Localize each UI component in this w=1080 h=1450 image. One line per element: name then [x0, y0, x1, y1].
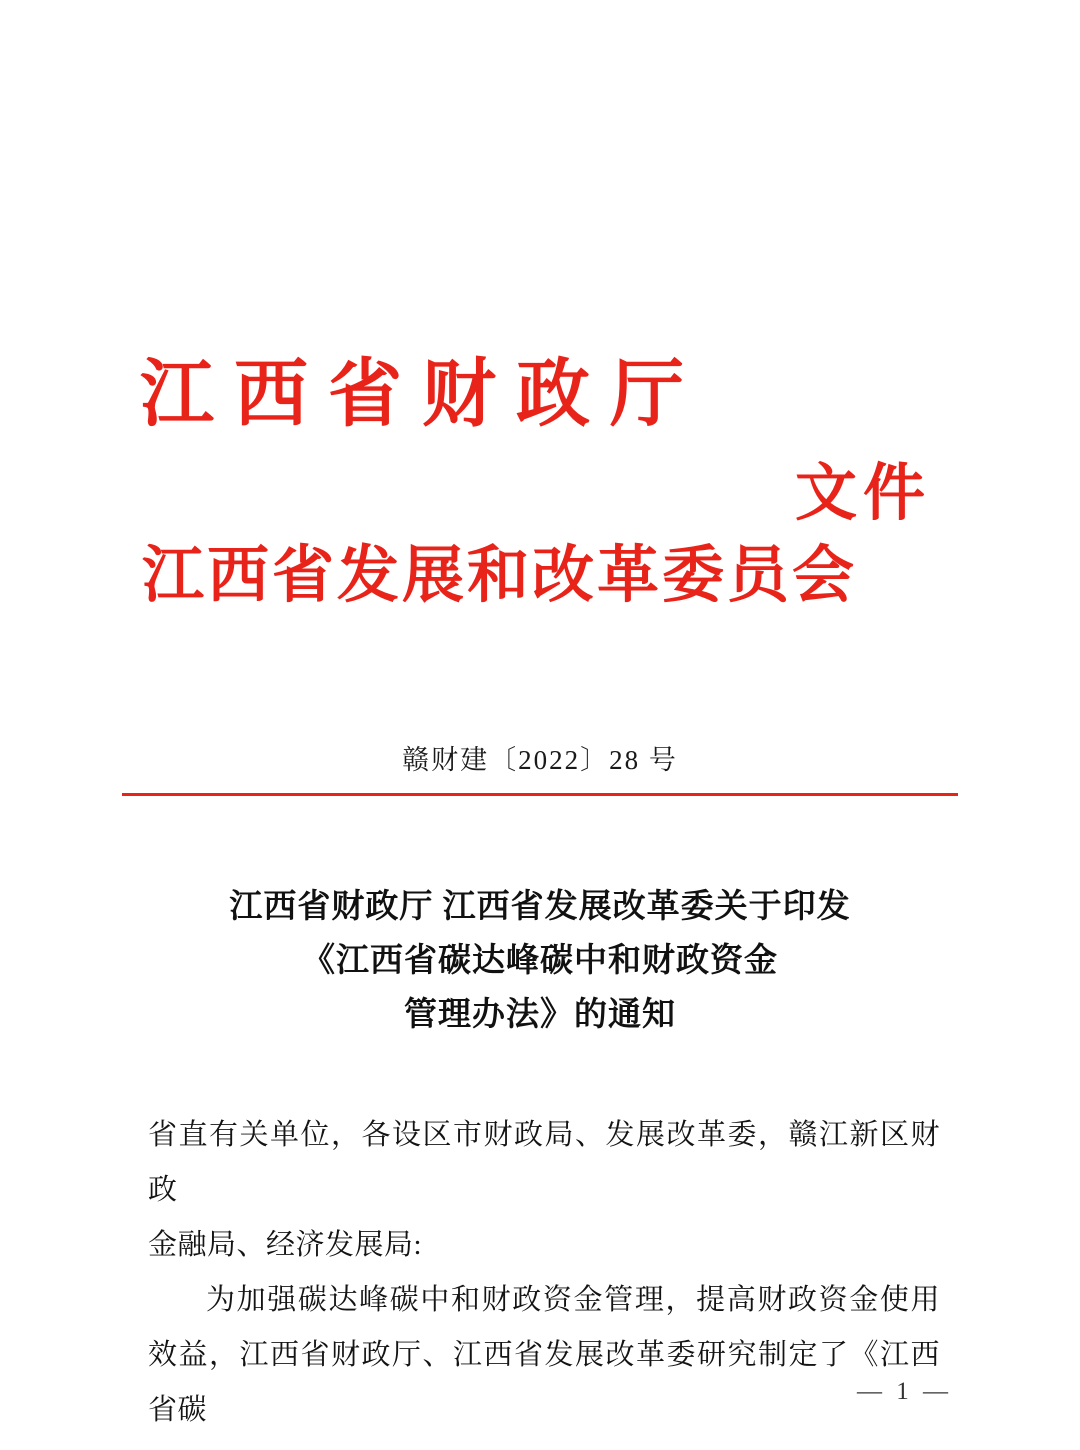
page-title-line-2: 《江西省碳达峰碳中和财政资金: [302, 943, 778, 979]
addressee-line-2: 金融局、经济发展局:: [148, 1229, 423, 1261]
addressee-line-1: 省直有关单位，各设区市财政局、发展改革委，赣江新区财政: [148, 1119, 940, 1206]
document-word-label: 文件: [795, 456, 932, 529]
issuing-org-secondary: 江西省发展和改革委员会: [142, 538, 858, 611]
body-paragraph-1: 为加强碳达峰碳中和财政资金管理，提高财政资金使用效益，江西省财政厅、江西省发展改革委研究制定了《江西省碳: [148, 1284, 940, 1426]
issuing-org-primary: 江西省财政厅: [140, 351, 704, 437]
page-number: — 1 —: [857, 1378, 952, 1405]
page-title-line-1: 江西省财政厅 江西省发展改革委关于印发: [229, 889, 851, 925]
page-title-line-3: 管理办法》的通知: [404, 997, 676, 1033]
page-title: [140, 880, 940, 1042]
red-divider-rule: [122, 793, 958, 796]
document-body: [148, 1108, 940, 1438]
document-number: 赣财建〔2022〕28 号: [402, 745, 678, 775]
